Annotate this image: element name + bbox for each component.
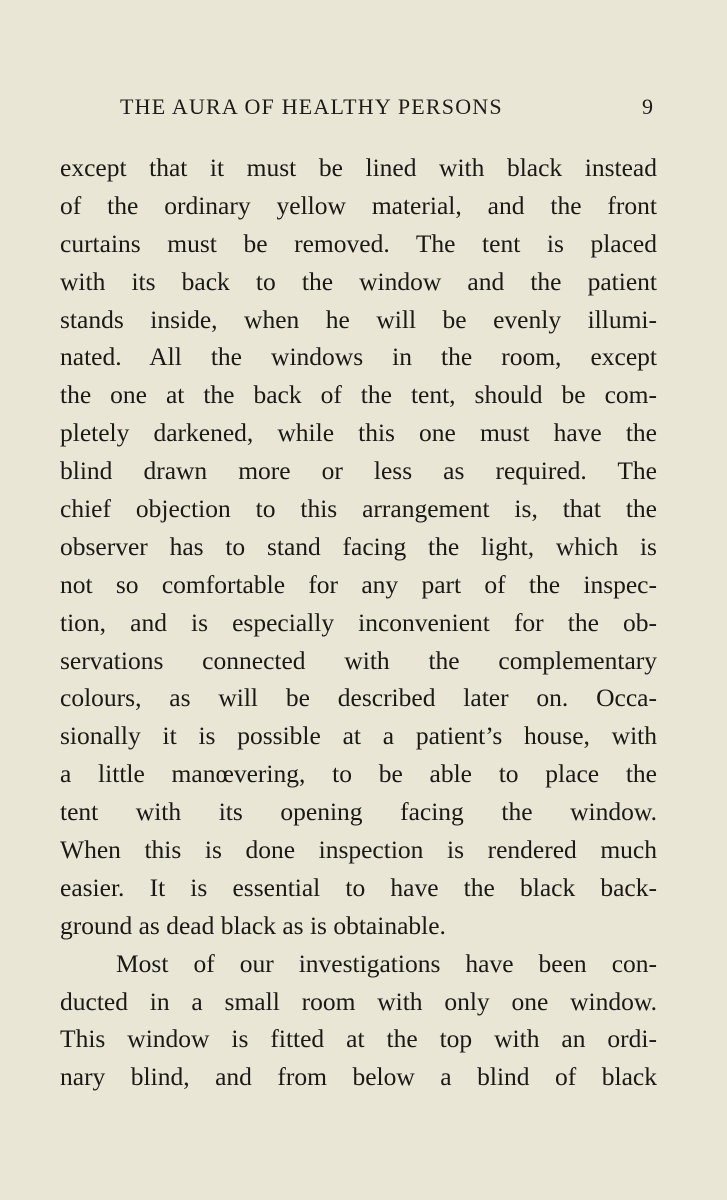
text-line: ground as dead black as is obtainable. xyxy=(60,910,446,940)
text-line: stands inside, when he will be evenly illumi- xyxy=(60,304,657,334)
page-number: 9 xyxy=(642,94,653,119)
text-line: pletely darkened, while this one must have the xyxy=(60,418,657,448)
running-header xyxy=(60,94,657,128)
text-line: colours, as will be described later on. Occa- xyxy=(60,683,657,713)
text-line: nated. All the windows in the room, except xyxy=(60,342,657,372)
text-line: a little manœvering, to be able to place the xyxy=(60,759,657,789)
text-line: tent with its opening facing the window. xyxy=(60,797,657,827)
text-line: the one at the back of the tent, should be com- xyxy=(60,380,657,410)
text-line: sionally it is possible at a patient’s house, with xyxy=(60,721,657,751)
text-line: When this is done inspection is rendered much xyxy=(60,835,657,865)
paragraph xyxy=(60,149,657,945)
text-line: Most of our investigations have been con- xyxy=(116,948,657,978)
text-line: ducted in a small room with only one window. xyxy=(60,986,657,1016)
body-text xyxy=(60,149,657,1096)
text-line: of the ordinary yellow material, and the front xyxy=(60,190,657,220)
text-line: easier. It is essential to have the black back- xyxy=(60,872,657,902)
text-line: with its back to the window and the patient xyxy=(60,266,657,296)
running-title: THE AURA OF HEALTHY PERSONS xyxy=(120,94,503,119)
text-line: curtains must be removed. The tent is placed xyxy=(60,228,657,258)
text-line: observer has to stand facing the light, which is xyxy=(60,531,657,561)
text-line: tion, and is especially inconvenient for the ob- xyxy=(60,607,657,637)
text-line: nary blind, and from below a blind of black xyxy=(60,1062,657,1092)
paragraph xyxy=(60,945,657,1097)
text-line: servations connected with the complementary xyxy=(60,645,657,675)
text-line: blind drawn more or less as required. The xyxy=(60,456,657,486)
text-line: This window is fitted at the top with an ordi- xyxy=(60,1024,657,1054)
text-line: chief objection to this arrangement is, that the xyxy=(60,494,657,524)
text-line: except that it must be lined with black instead xyxy=(60,153,657,182)
text-line: not so comfortable for any part of the inspec- xyxy=(60,569,657,599)
